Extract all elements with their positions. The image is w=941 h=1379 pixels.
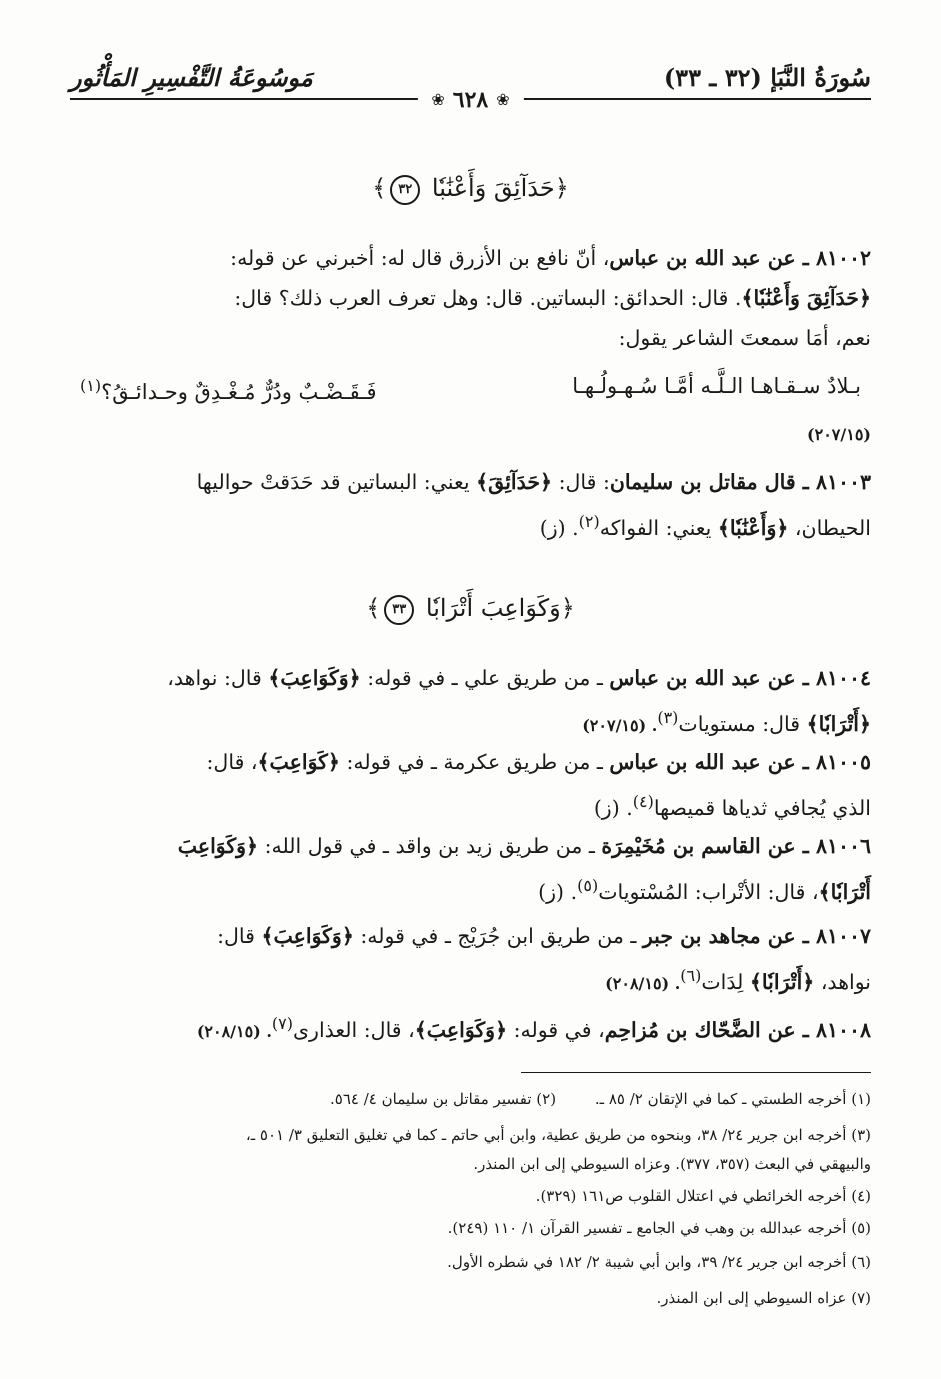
source-reference: (٢٠٧/١٥) bbox=[807, 425, 871, 444]
entry-text: . قال: الحدائق: البساتين. قال: وهل تعرف العرب ذلك؟ قال: bbox=[234, 286, 742, 310]
entry-number: ٨١٠٠٢ ـ عن bbox=[760, 246, 871, 270]
narrator-name: القاسم بن مُخَيْمِرَة bbox=[601, 834, 761, 858]
entry-text: ، قال: bbox=[206, 750, 258, 774]
footnote-5: (٥) أخرجه عبدالله بن وهب في الجامع ـ تفسير القرآن ١/ ١١٠ (٢٤٩). bbox=[447, 1219, 871, 1237]
footnote-marker: (١) bbox=[80, 376, 102, 395]
footnote-2: (٢) تفسير مقاتل بن سليمان ٤/ ٥٦٤. bbox=[330, 1090, 557, 1108]
quran-bracket: ﴾ bbox=[372, 174, 387, 202]
entry-text: ، قال: الأتْراب: المُسْتويات bbox=[598, 879, 819, 904]
poem-verse bbox=[80, 366, 861, 406]
entry-text: قال: مستويات bbox=[678, 711, 807, 736]
quran-quote: ﴿حَدَآئِقَ﴾ bbox=[476, 470, 553, 494]
page-number: ٦٢٨ bbox=[452, 87, 489, 113]
quran-bracket: ﴾ bbox=[366, 594, 381, 622]
narrator-name: مجاهد بن جبر bbox=[642, 924, 761, 948]
entry-number: ٨١٠٠٥ ـ عن bbox=[760, 750, 871, 774]
entry-81002 bbox=[70, 238, 871, 358]
quran-quote: ﴿وَكَوَاعِبَ﴾ bbox=[268, 666, 361, 690]
entry-text: ـ من طريق زيد بن واقد ـ في قول الله: bbox=[258, 834, 602, 858]
entry-line bbox=[70, 238, 871, 278]
entry-81005 bbox=[70, 742, 871, 828]
entry-text: يعني: الفواكه bbox=[599, 515, 718, 540]
footnote-6: (٦) أخرجه ابن جرير ٢٤/ ٣٩، وابن أبي شيبة ٢/ ١٨٢ في شطره الأول. bbox=[447, 1253, 871, 1271]
book-title: مَوسُوعَةُ التَّفْسِيرِ المَأْثُور bbox=[70, 63, 313, 92]
entry-text: الذي يُجافي ثدياها قميصها bbox=[653, 795, 871, 820]
surah-title: سُورَةُ النَّبَإ (٣٢ ـ ٣٣) bbox=[663, 63, 871, 92]
entry-text: ـ من طريق عكرمة ـ في قوله: bbox=[339, 750, 610, 774]
entry-text: ، أنّ نافع بن الأزرق قال له: أخبرني عن قوله: bbox=[230, 246, 610, 270]
poem-hemistich-second bbox=[80, 366, 377, 412]
footnote-rule bbox=[521, 1072, 871, 1073]
quran-quote: ﴿وَأَعْنَٰبٗا﴾ bbox=[717, 515, 789, 540]
source-reference: . (٢٠٨/١٥) bbox=[605, 973, 681, 993]
entry-81007 bbox=[70, 916, 871, 1004]
entry-text: . (ز) bbox=[593, 795, 633, 820]
quran-quote: ﴿أَتْرَابٗا﴾ bbox=[749, 969, 815, 994]
quran-bracket: ﴿ bbox=[554, 174, 569, 202]
footnote-3-continued: والبيهقي في البعث (٣٥٧، ٣٧٧). وعزاه السيوطي إلى ابن المنذر. bbox=[473, 1155, 871, 1173]
quran-quote: ﴿كَوَاعِبَ﴾ bbox=[257, 750, 340, 774]
entry-text: ـ من طريق علي ـ في قوله: bbox=[360, 666, 610, 690]
entry-line bbox=[70, 278, 871, 318]
entry-line bbox=[70, 866, 871, 912]
entry-line bbox=[70, 916, 871, 956]
source-reference: . (٢٠٧/١٥) bbox=[582, 715, 658, 735]
footnote-7: (٧) عزاه السيوطي إلى ابن المنذر. bbox=[656, 1289, 871, 1307]
footnote-3: (٣) أخرجه ابن جرير ٢٤/ ٣٨، وبنحوه من طريق عطية، وابن أبي حاتم ـ كما في تغليق التعليق ٣/ ٥٠١ ـ، bbox=[245, 1126, 871, 1144]
entry-line bbox=[70, 462, 871, 502]
entry-line bbox=[70, 826, 871, 866]
quran-quote: ﴿حَدَآئِقَ وَأَعْنَٰبٗا﴾ bbox=[741, 286, 871, 310]
entry-text: لِدَات bbox=[701, 969, 750, 994]
verse-number-medallion: ٣٣ bbox=[384, 595, 414, 625]
quran-quote: ﴿وَكَوَاعِبَ﴾ bbox=[261, 924, 354, 948]
entry-line bbox=[70, 658, 871, 698]
footnote-marker: (٧) bbox=[271, 1014, 294, 1033]
entry-text: . (ز) bbox=[538, 879, 578, 904]
entry-text: نعم، أمَا سمعتَ الشاعر يقول: bbox=[618, 326, 871, 350]
entry-line bbox=[70, 698, 871, 746]
entry-number: ٨١٠٠٦ ـ عن bbox=[760, 834, 871, 858]
quran-quote: ﴿وَكَوَاعِبَ﴾ bbox=[414, 1017, 508, 1042]
entry-text: نواهد، bbox=[814, 969, 871, 994]
footnote-1: (١) أخرجه الطستي ـ كما في الإتقان ٢/ ٨٥ ـ. bbox=[594, 1090, 871, 1108]
quran-quote: أَتْرَابٗا﴾ bbox=[818, 879, 871, 904]
entry-text: يعني: البساتين قد حَدَقتْ حواليها bbox=[196, 470, 477, 494]
entry-line bbox=[70, 956, 871, 1004]
footnote-marker: (٥) bbox=[577, 876, 599, 895]
entry-line bbox=[70, 502, 871, 548]
narrator-name: عبد الله بن عباس bbox=[609, 750, 761, 774]
poem-text: فَـقَـضْـبٌ ودُرٌّ مُـغْـدِقٌ وحـدائـقُ؟ bbox=[101, 380, 377, 404]
quran-quote: ﴿وَكَوَاعِبَ bbox=[177, 834, 259, 858]
verse-heading-33 bbox=[0, 590, 941, 626]
source-reference: . (٢٠٨/١٥) bbox=[196, 1021, 272, 1041]
entry-number: ٨١٠٠٧ ـ عن bbox=[760, 924, 871, 948]
entry-text: . (ز) bbox=[539, 515, 579, 540]
footnote-marker: (٤) bbox=[632, 792, 654, 811]
entry-text: : قال: bbox=[552, 470, 610, 494]
footnote-marker: (٣) bbox=[657, 708, 679, 727]
quran-bracket: ﴿ bbox=[560, 594, 575, 622]
entry-text: قال: bbox=[217, 924, 262, 948]
entry-number: ٨١٠٠٤ ـ عن bbox=[760, 666, 871, 690]
entry-text: ، قال: العذارى bbox=[293, 1017, 415, 1042]
entry-text: ، في قوله: bbox=[507, 1017, 605, 1042]
entry-text: قال: نواهد، bbox=[167, 666, 269, 690]
entry-text: الحيطان، bbox=[788, 515, 871, 540]
verse-text: حَدَآئِقَ وَأَعْنَٰبٗا bbox=[431, 174, 555, 202]
narrator-name: مقاتل بن سليمان bbox=[609, 470, 758, 494]
verse-text: وَكَوَاعِبَ أَتْرَابٗا bbox=[425, 594, 561, 622]
page-header bbox=[70, 62, 871, 122]
entry-line bbox=[70, 318, 871, 358]
footnote-marker: (٢) bbox=[578, 512, 600, 531]
footnote-4: (٤) أخرجه الخرائطي في اعتلال القلوب ص١٦١ (٣٢٩). bbox=[535, 1187, 871, 1205]
entry-81004 bbox=[70, 658, 871, 746]
footnote-marker: (٦) bbox=[680, 966, 702, 985]
entry-number: ٨١٠٠٨ ـ عن bbox=[760, 1017, 871, 1042]
quran-quote: ﴿أَتْرَابٗا﴾ bbox=[806, 711, 871, 736]
entry-81003 bbox=[70, 462, 871, 548]
narrator-name: الضَّحّاك بن مُزاحِم bbox=[604, 1017, 761, 1042]
entry-number: ٨١٠٠٣ ـ قال bbox=[757, 470, 871, 494]
entry-81008 bbox=[70, 1004, 871, 1052]
ornament-icon: ❀ bbox=[496, 90, 510, 109]
ornament-icon: ❀ bbox=[431, 90, 445, 109]
entry-81006 bbox=[70, 826, 871, 912]
entry-text: ـ من طريق ابن جُرَيْج ـ في قوله: bbox=[353, 924, 643, 948]
narrator-name: عبد الله بن عباس bbox=[609, 246, 761, 270]
entry-line bbox=[70, 782, 871, 828]
entry-line bbox=[70, 1004, 871, 1052]
page-number-box bbox=[417, 88, 523, 112]
verse-heading-32 bbox=[0, 170, 941, 206]
narrator-name: عبد الله بن عباس bbox=[609, 666, 761, 690]
verse-number-medallion: ٣٢ bbox=[390, 175, 420, 205]
poem-hemistich-first: بـلادٌ سـقـاهـا الـلَّـه أمَّـا سُـهـولُـهـا bbox=[572, 374, 861, 398]
entry-line bbox=[70, 742, 871, 782]
